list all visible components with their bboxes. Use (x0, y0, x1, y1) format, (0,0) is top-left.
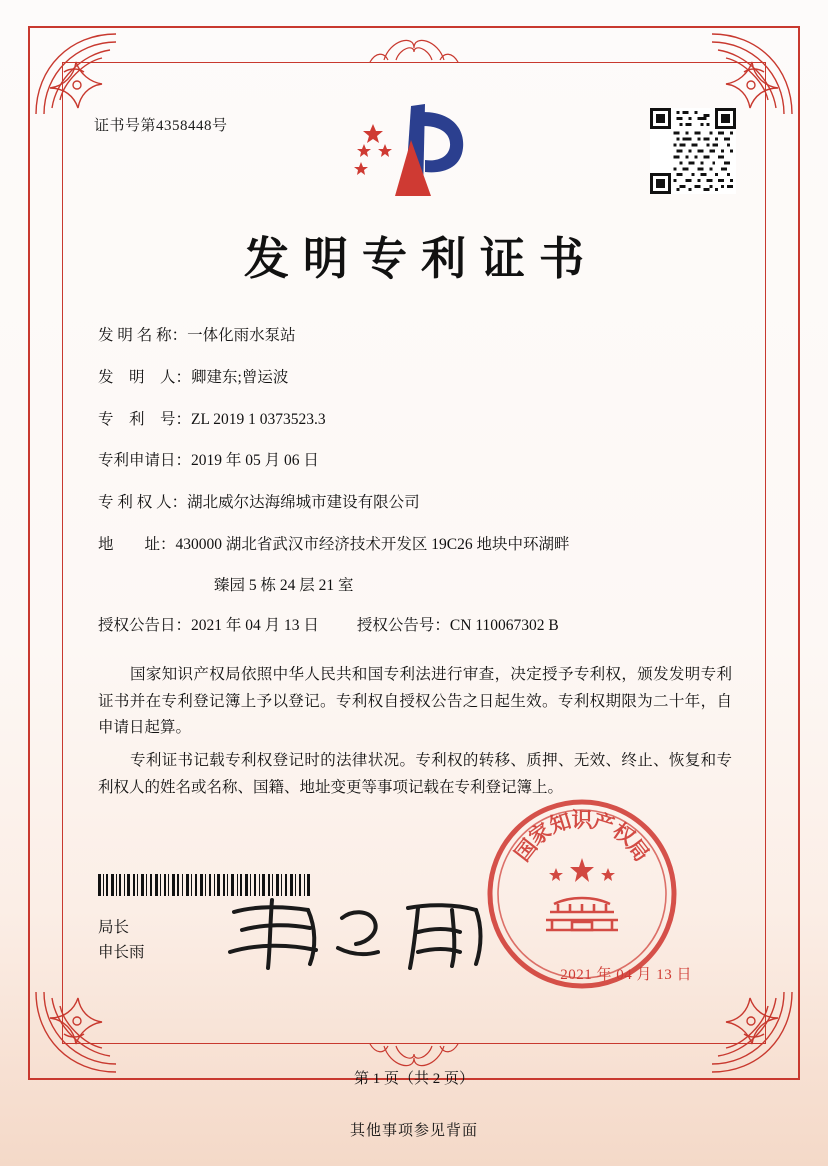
certificate-fields (98, 324, 736, 656)
field-label: 地 址： (98, 535, 176, 553)
page-title: 发明专利证书 (243, 232, 598, 285)
director-name: 申长雨 (98, 944, 145, 962)
field-grant-row (98, 614, 736, 637)
grant-number-label: 授权公告号： (356, 617, 450, 635)
cnipa-logo-icon (339, 98, 489, 208)
field-patentee (98, 491, 736, 514)
grant-number-value: CN 110067302 B (449, 617, 559, 635)
footer-note: 其他事项参见背面 (349, 1123, 478, 1139)
field-value: 湖北威尔达海绵城市建设有限公司 (187, 494, 420, 511)
certificate-number: 证书号第4358448号 (94, 118, 228, 134)
barcode (98, 874, 326, 896)
svg-text:局: 局 (622, 834, 655, 866)
handwritten-signature-icon (212, 894, 492, 976)
svg-text:识: 识 (571, 807, 593, 832)
director-label: 局长 (98, 919, 130, 937)
legal-paragraph-1: 国家知识产权局依照中华人民共和国专利法进行审查，决定授予专利权，颁发发明专利证书并在专利登记簿上予以登记。专利权自授权公告之日起生效。专利权期限为二十年，自申请日起算。 (98, 666, 732, 737)
field-label: 专 利 号： (98, 410, 192, 428)
svg-text:国: 国 (509, 834, 542, 866)
field-address-line2: 臻园 5 栋 24 层 21 室 (214, 576, 354, 594)
grant-date-label: 授权公告日： (98, 617, 192, 635)
svg-text:家: 家 (524, 817, 556, 851)
field-value: 一体化雨水泵站 (187, 327, 296, 344)
grant-date-value: 2021 年 04 月 13 日 (191, 617, 319, 635)
field-value: 2019 年 05 月 06 日 (191, 452, 319, 470)
svg-text:权: 权 (608, 817, 640, 851)
field-address (98, 533, 736, 556)
field-label: 发 明 名 称： (98, 327, 188, 344)
field-value: ZL 2019 1 0373523.3 (191, 410, 326, 428)
field-label: 专利申请日： (98, 452, 192, 470)
qr-code-icon (650, 108, 736, 194)
svg-text:知: 知 (546, 807, 574, 838)
director-block (98, 916, 145, 966)
field-patent-number (98, 408, 736, 431)
legal-text (98, 662, 732, 807)
page-indicator: 第 1 页（共 2 页） (353, 1071, 474, 1087)
certificate-content (62, 62, 766, 1087)
field-inventors (98, 366, 736, 389)
field-value: 430000 湖北省武汉市经济技术开发区 19C26 地块中环湖畔 (175, 535, 570, 553)
field-label: 发 明 人： (98, 368, 192, 386)
seal-date: 2021 年 04 月 13 日 (560, 967, 692, 983)
field-invention-name (98, 324, 736, 347)
field-value: 卿建东;曾运波 (191, 368, 289, 386)
legal-paragraph-2: 专利证书记载专利权登记时的法律状况。专利权的转移、质押、无效、终止、恢复和专利权人的姓名或名称、国籍、地址变更等事项记载在专利登记簿上。 (98, 751, 732, 796)
field-label: 专 利 权 人： (98, 494, 188, 511)
svg-text:产: 产 (590, 807, 618, 838)
field-application-date (98, 449, 736, 472)
